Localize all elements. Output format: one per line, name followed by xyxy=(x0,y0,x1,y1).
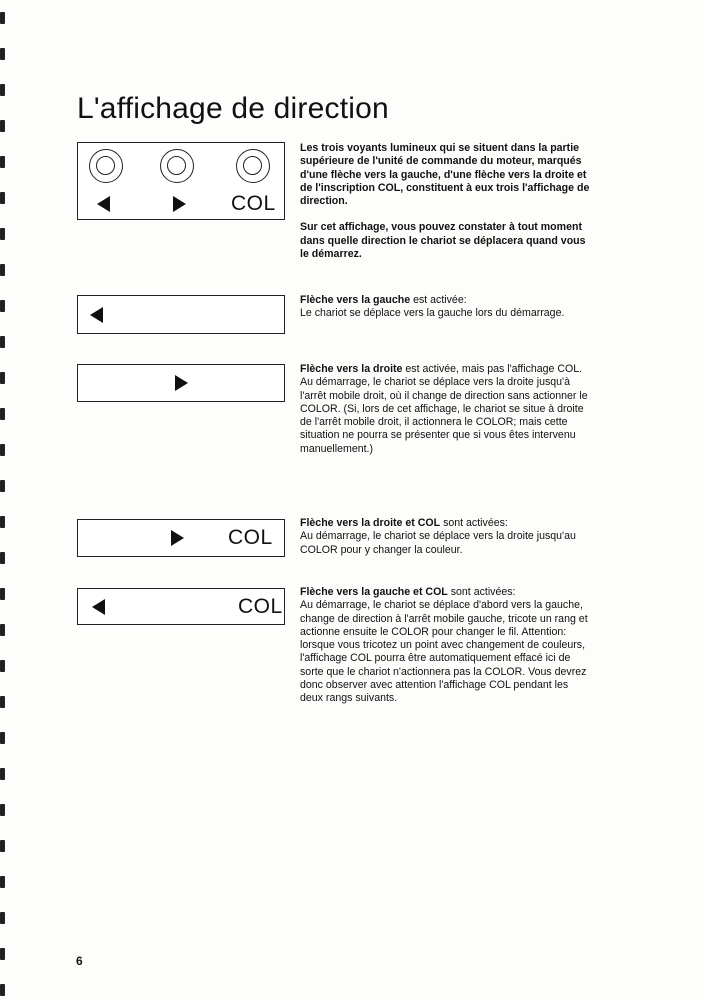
display-left-arrow xyxy=(77,295,285,334)
col-label: COL xyxy=(231,192,276,215)
arrow-right-icon xyxy=(171,530,184,546)
col-label: COL xyxy=(228,526,273,549)
case-2-text xyxy=(300,363,590,456)
left-indicator-led-icon xyxy=(89,149,123,183)
display-right-arrow xyxy=(77,364,285,402)
arrow-left-icon xyxy=(90,307,103,323)
arrow-right-icon xyxy=(175,375,188,391)
col-indicator-led-icon xyxy=(236,149,270,183)
case-1-suffix: est activée: xyxy=(410,294,467,306)
case-2-body: Au démarrage, le chariot se déplace vers la droite jusqu'à l'arrêt mobile droit, où il change de direction sans actionner le COLOR. (Si, lors de cet affichage, le chariot se situe à droite de l'arrêt mobile droit, il actionnera le COLOR; mais cette situation ne pourra se présenter que si vous êtes intervenu manuellement.) xyxy=(300,376,588,455)
case-1-body: Le chariot se déplace vers la gauche lors du démarrage. xyxy=(300,307,565,320)
page-title: L'affichage de direction xyxy=(77,92,389,125)
case-1-heading: Flèche vers la gauche xyxy=(300,294,411,306)
case-3-body: Au démarrage, le chariot se déplace vers la droite jusqu'au COLOR pour y changer la couleur. xyxy=(300,530,576,556)
intro-text xyxy=(300,142,590,261)
col-label: COL xyxy=(238,595,283,618)
case-4-body: Au démarrage, le chariot se déplace d'abord vers la gauche, change de direction à l'arrêt mobile gauche, tricote un rang et actionne ensuite le COLOR pour changer le fil. Attention: lorsque vous tricotez un point avec changement de couleurs, l'affichage COL pourra être automatiquement effacé ici de sorte que le chariot n'actionnera pas la COLOR. Vous devrez donc observer avec attention l'affichage COL pendant les deux rangs suivants. xyxy=(300,599,588,705)
page-number: 6 xyxy=(76,954,83,968)
direction-display-diagram xyxy=(77,142,285,220)
case-2-suffix: est activée, mais pas l'affichage COL. xyxy=(402,363,583,375)
display-right-arrow-col xyxy=(77,519,285,557)
case-4-suffix: sont activées: xyxy=(447,586,516,598)
arrow-right-icon xyxy=(173,196,186,212)
arrow-left-icon xyxy=(97,196,110,212)
case-3-text xyxy=(300,517,590,557)
arrow-left-icon xyxy=(92,599,105,615)
right-indicator-led-icon xyxy=(160,149,194,183)
case-4-heading: Flèche vers la gauche et COL xyxy=(300,586,448,598)
binding-edge xyxy=(0,0,7,1000)
case-3-heading: Flèche vers la droite et COL xyxy=(300,517,441,529)
case-4-text xyxy=(300,586,590,706)
display-left-arrow-col xyxy=(77,588,285,625)
intro-paragraph-2: Sur cet affichage, vous pouvez constater à tout moment dans quelle direction le chariot se déplacera quand vous le démarrez. xyxy=(300,221,586,261)
case-1-text xyxy=(300,294,590,321)
intro-paragraph-1: Les trois voyants lumineux qui se situent dans la partie supérieure de l'unité de commande du moteur, marqués d'une flèche vers la gauche, d'une flèche vers la droite et de l'inscription COL, constituent à eux trois l'affichage de direction. xyxy=(300,142,590,208)
case-2-heading: Flèche vers la droite xyxy=(300,363,403,375)
case-3-suffix: sont activées: xyxy=(440,517,508,529)
